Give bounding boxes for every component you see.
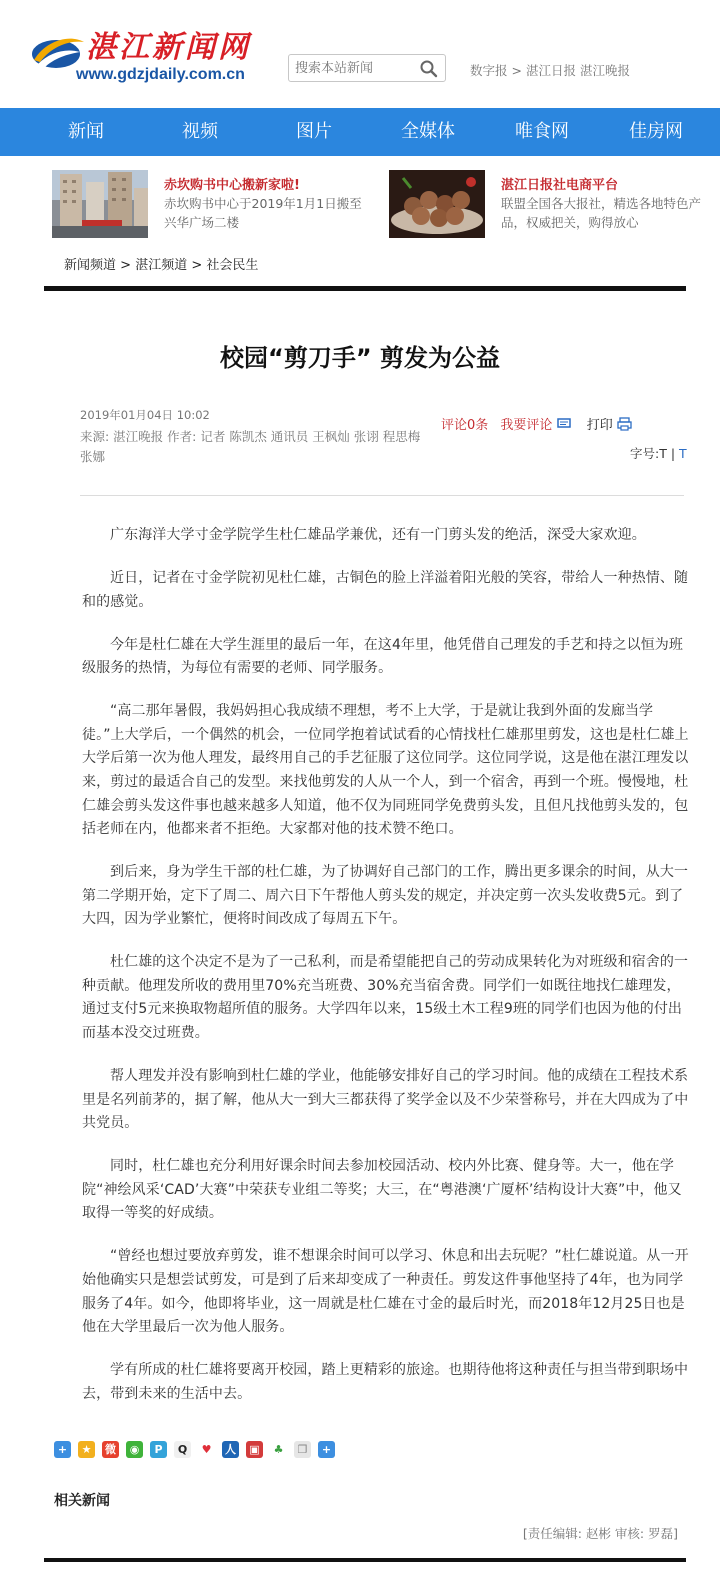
- logo-url-text: www.gdzjdaily.com.cn: [76, 66, 245, 83]
- share-copy-icon[interactable]: ❐: [294, 1441, 311, 1458]
- article-source: 来源: 湛江晚报 作者: 记者 陈凯杰 通讯员 王枫灿 张诩 程思梅 张娜: [80, 429, 421, 464]
- share-qzone-icon[interactable]: ★: [78, 1441, 95, 1458]
- link-digital-paper[interactable]: 数字报: [470, 63, 508, 78]
- article-title: 校园“剪刀手” 剪发为公益: [220, 344, 500, 372]
- promo-bookstore[interactable]: [52, 170, 372, 240]
- nav-item-photos[interactable]: 图片: [296, 121, 332, 142]
- breadcrumb-news-channel[interactable]: 新闻频道: [64, 258, 117, 273]
- comment-icon[interactable]: [557, 418, 571, 430]
- promo-bookstore-title[interactable]: 赤坎购书中心搬新家啦!: [164, 178, 300, 193]
- search-box: [288, 54, 446, 82]
- article-paragraph: 到后来，身为学生干部的杜仁雄，为了协调好自己部门的工作，腾出更多课余的时间，从大一第二学期开始，定下了周二、周六日下午帮他人剪头发的规定，并决定剪一次头发收费5元。到了大四，因为学业繁忙，便将时间改成了每周五下午。: [82, 864, 689, 928]
- breadcrumb: [64, 254, 258, 273]
- main-nav: [0, 108, 720, 156]
- comments-count-link[interactable]: 评论0条: [441, 418, 489, 433]
- article-paragraph: 同时，杜仁雄也充分利用好课余时间去参加校园活动、校内外比赛、健身等。大一，他在学院“神绘风采‘CAD’大赛”中荣获专业组二等奖；大三，在“粤港澳‘广厦杯’结构设计大赛”中，他又取得一等奖的好成绩。: [82, 1158, 682, 1222]
- nav-item-allmedia[interactable]: 全媒体: [401, 121, 455, 142]
- article-paragraph: 今年是杜仁雄在大学生涯里的最后一年，在这4年里，他凭借自己理发的手艺和持之以恒为班级服务的热情，为每位有需要的老师、同学服务。: [82, 636, 684, 677]
- promo-bookstore-image[interactable]: [52, 170, 148, 238]
- site-logo[interactable]: [30, 22, 270, 92]
- promo-ecommerce[interactable]: [389, 170, 709, 240]
- nav-item-housing[interactable]: 佳房网: [629, 121, 683, 142]
- article-paragraph: 学有所成的杜仁雄将要离开校园，踏上更精彩的旅途。也期待他将这种责任与担当带到职场中去，带到未来的生活中去。: [82, 1362, 689, 1402]
- share-plus-icon[interactable]: +: [318, 1441, 335, 1458]
- breadcrumb-sep: >: [191, 258, 203, 273]
- print-link[interactable]: 打印: [586, 418, 613, 433]
- promo-ecommerce-desc: 联盟全国各大报社，精选各地特色产品，权威把关，购得放心: [501, 196, 702, 230]
- nav-item-video[interactable]: 视频: [182, 121, 218, 142]
- article-paragraph: 近日，记者在寸金学院初见杜仁雄，古铜色的脸上洋溢着阳光般的笑容，带给人一种热情、随和的感觉。: [82, 569, 689, 610]
- share-favorite-icon[interactable]: ♥: [198, 1441, 215, 1458]
- breadcrumb-society[interactable]: 社会民生: [206, 258, 259, 273]
- share-clover-icon[interactable]: ♣: [270, 1441, 287, 1458]
- article-actions: [441, 414, 632, 433]
- article-body: [82, 524, 694, 1426]
- share-qq-icon[interactable]: Q: [174, 1441, 191, 1458]
- breadcrumb-zhanjiang-channel[interactable]: 湛江频道: [135, 258, 188, 273]
- share-wechat-icon[interactable]: ◉: [126, 1441, 143, 1458]
- share-weibo-icon[interactable]: 微: [102, 1441, 119, 1458]
- meta-divider: [80, 495, 684, 496]
- link-zhanjiang-daily[interactable]: 湛江日报: [525, 63, 576, 78]
- print-icon[interactable]: [617, 417, 632, 431]
- nav-item-food[interactable]: 唯食网: [515, 121, 569, 142]
- article-paragraph: 帮人理发并没有影响到杜仁雄的学业，他能够安排好自己的学习时间。他的成绩在工程技术系里是名列前茅的，据了解，他从大一到大三都获得了奖学金以及不少荣誉称号，并在大四成为了中共党员。: [82, 1068, 689, 1132]
- font-size-small[interactable]: T: [659, 446, 667, 461]
- promo-ecommerce-title[interactable]: 湛江日报社电商平台: [501, 178, 619, 193]
- article-paragraph: 广东海洋大学寸金学院学生杜仁雄品学兼优，还有一门剪头发的绝活，深受大家欢迎。: [110, 527, 646, 543]
- search-icon[interactable]: [419, 59, 439, 79]
- article-paragraph: “曾经也想过要放弃剪发，谁不想课余时间可以学习、休息和出去玩呢？”杜仁雄说道。从一开始他确实只是想尝试剪发，可是到了后来却变成了一种责任。剪发这件事他坚持了4年，也为同学服务了4年。如今，他即将毕业，这一周就是杜仁雄在寸金的最后时光，而2018年12月25日也是他在大学里最后一次为他人服务。: [82, 1248, 689, 1336]
- share-more-icon[interactable]: +: [54, 1441, 71, 1458]
- share-douban-icon[interactable]: ▣: [246, 1441, 263, 1458]
- font-size-sep: |: [670, 446, 676, 461]
- nav-item-news[interactable]: 新闻: [68, 121, 104, 142]
- breadcrumb-sep: >: [120, 258, 132, 273]
- logo-chinese-text: 湛江新闻网: [86, 30, 251, 65]
- font-size-label: 字号:: [630, 446, 660, 461]
- share-tqq-icon[interactable]: P: [150, 1441, 167, 1458]
- my-comment-link[interactable]: 我要评论: [500, 418, 553, 433]
- header-divider: [44, 286, 686, 291]
- quick-links: [470, 61, 630, 79]
- font-size-large[interactable]: T: [679, 446, 687, 461]
- site-header: [0, 0, 720, 108]
- font-size-control: [630, 444, 687, 462]
- article-date: 2019年01月04日 10:02: [80, 408, 210, 422]
- related-news-title: 相关新闻: [54, 1493, 110, 1509]
- search-input[interactable]: [295, 58, 417, 78]
- article-paragraph: 杜仁雄的这个决定不是为了一己私利，而是希望能把自己的劳动成果转化为对班级和宿舍的一种贡献。他理发所收的费用里70%充当班费、30%充当宿舍费。同学们一如既往地找仁雄理发，通过支付5元来换取物超所值的服务。大学四年以来，15级土木工程9班的同学们也因为他的付出而基本没交过班费。: [82, 954, 689, 1042]
- link-zhanjiang-evening[interactable]: 湛江晚报: [579, 63, 630, 78]
- promo-ecommerce-image[interactable]: [389, 170, 485, 238]
- footer-divider: [44, 1558, 686, 1562]
- article-paragraph: “高二那年暑假，我妈妈担心我成绩不理想，考不上大学，于是就让我到外面的发廊当学徒。”上大学后，一个偶然的机会，一位同学抱着试试看的心情找杜仁雄那里剪发，这也是杜仁雄上大学后第一次为他人理发，最终用自己的手艺征服了这位同学。这位同学说，这是他在湛江理发以来，剪过的最适合自己的发型。来找他剪发的人从一个人，到一个宿舍，再到一个班。慢慢地，杜仁雄会剪头发这件事也越来越多人知道，他不仅为同班同学免费剪头发，且但凡找他剪头发的，包括老师在内，他都来者不拒绝。大家都对他的技术赞不绝口。: [82, 703, 689, 838]
- promo-bookstore-desc: 赤坎购书中心于2019年1月1日搬至兴华广场二楼: [164, 196, 362, 230]
- share-renren-icon[interactable]: 人: [222, 1441, 239, 1458]
- responsible-editor: [责任编辑: 赵彬 审核: 罗磊]: [522, 1526, 678, 1541]
- quick-links-sep: >: [511, 63, 522, 78]
